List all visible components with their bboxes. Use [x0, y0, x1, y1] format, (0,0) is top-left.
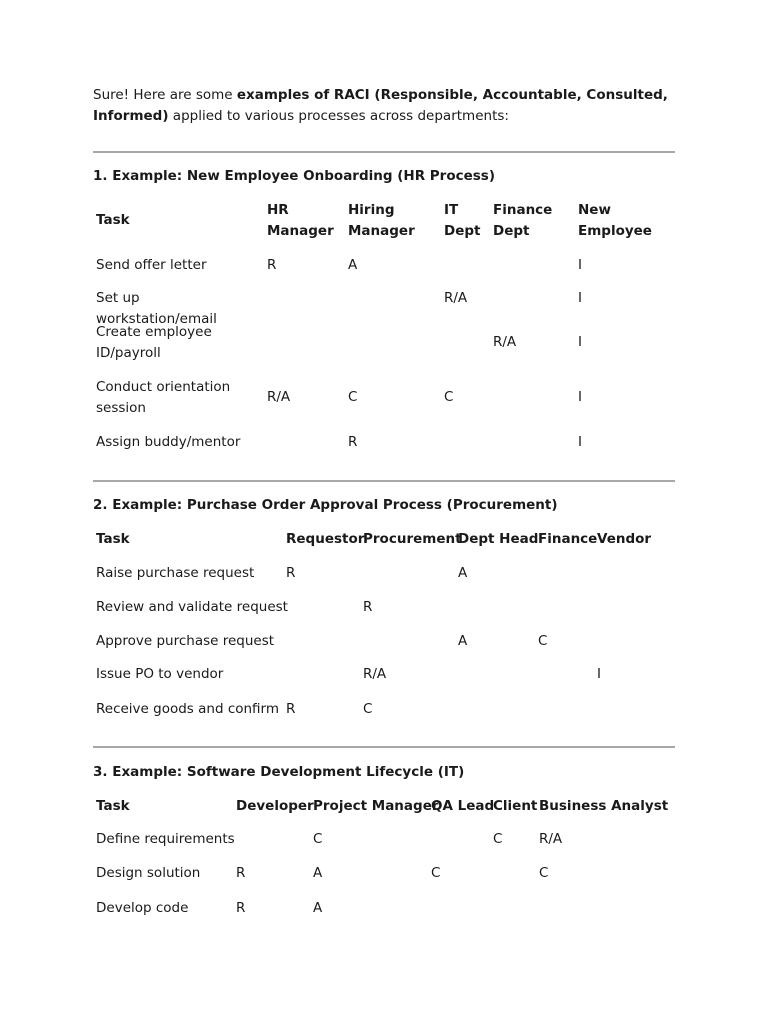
raci-cell: C: [313, 831, 323, 847]
raci-cell: C: [444, 389, 454, 405]
column-header: Finance Dept: [493, 202, 553, 239]
raci-cell: C: [363, 701, 373, 717]
raci-cell: R: [236, 900, 246, 916]
task-cell: Design solution: [96, 865, 201, 881]
column-header: Vendor: [597, 531, 652, 547]
task-cell: Approve purchase request: [96, 633, 275, 649]
column-header: Task: [96, 212, 130, 228]
raci-cell: I: [597, 666, 601, 682]
task-cell: Develop code: [96, 900, 189, 916]
raci-cell: C: [431, 865, 441, 881]
column-header: Client: [493, 798, 538, 814]
task-cell: Send offer letter: [96, 257, 207, 273]
raci-cell: A: [348, 257, 358, 273]
raci-cell: A: [313, 900, 323, 916]
raci-cell: A: [313, 865, 323, 881]
section-title: 1. Example: New Employee Onboarding (HR Process): [93, 168, 496, 184]
raci-cell: R: [267, 257, 277, 273]
raci-cell: C: [538, 633, 548, 649]
raci-cell: R/A: [444, 290, 468, 306]
intro-text-end: applied to various processes across departments:: [168, 108, 509, 124]
intro-paragraph: [93, 85, 683, 127]
intro-text: Sure! Here are some: [93, 87, 237, 103]
task-cell: Issue PO to vendor: [96, 666, 224, 682]
task-cell: Raise purchase request: [96, 565, 255, 581]
task-cell: Create employee ID/payroll: [96, 324, 212, 361]
section-divider: [93, 746, 675, 748]
raci-cell: C: [539, 865, 549, 881]
raci-cell: R: [363, 599, 373, 615]
column-header: QA Lead: [431, 798, 495, 814]
raci-cell: I: [578, 334, 582, 350]
column-header: Finance: [538, 531, 598, 547]
raci-cell: R: [286, 701, 296, 717]
column-header: Project Manager: [313, 798, 439, 814]
task-cell: Review and validate request: [96, 599, 288, 615]
raci-cell: I: [578, 434, 582, 450]
column-header: Business Analyst: [539, 798, 669, 814]
section-title: 2. Example: Purchase Order Approval Process (Procurement): [93, 497, 558, 513]
task-cell: Assign buddy/mentor: [96, 434, 241, 450]
column-header: Procurement: [363, 531, 462, 547]
raci-cell: R: [286, 565, 296, 581]
raci-cell: I: [578, 290, 582, 306]
column-header: Requestor: [286, 531, 365, 547]
raci-cell: I: [578, 389, 582, 405]
raci-cell: R/A: [267, 389, 291, 405]
intro-bold-text: examples of RACI (Responsible, Accountable, Consulted, Informed): [93, 87, 668, 124]
task-cell: Set up workstation/email: [96, 290, 217, 327]
raci-cell: C: [348, 389, 358, 405]
raci-cell: C: [493, 831, 503, 847]
column-header: Task: [96, 798, 130, 814]
task-cell: Receive goods and confirm: [96, 701, 280, 717]
raci-cell: A: [458, 565, 468, 581]
raci-cell: I: [578, 257, 582, 273]
task-cell: Define requirements: [96, 831, 235, 847]
raci-cell: A: [458, 633, 468, 649]
section-divider: [93, 151, 675, 153]
raci-cell: R: [236, 865, 246, 881]
raci-cell: R/A: [539, 831, 563, 847]
section-divider: [93, 480, 675, 482]
raci-cell: R/A: [493, 334, 517, 350]
column-header: HR Manager: [267, 202, 334, 239]
column-header: IT Dept: [444, 202, 481, 239]
task-cell: Conduct orientation session: [96, 379, 231, 416]
raci-cell: R: [348, 434, 358, 450]
column-header: Task: [96, 531, 130, 547]
raci-cell: R/A: [363, 666, 387, 682]
column-header: Developer: [236, 798, 314, 814]
column-header: New Employee: [578, 202, 652, 239]
section-title: 3. Example: Software Development Lifecycle (IT): [93, 764, 465, 780]
column-header: Hiring Manager: [348, 202, 415, 239]
column-header: Dept Head: [458, 531, 539, 547]
